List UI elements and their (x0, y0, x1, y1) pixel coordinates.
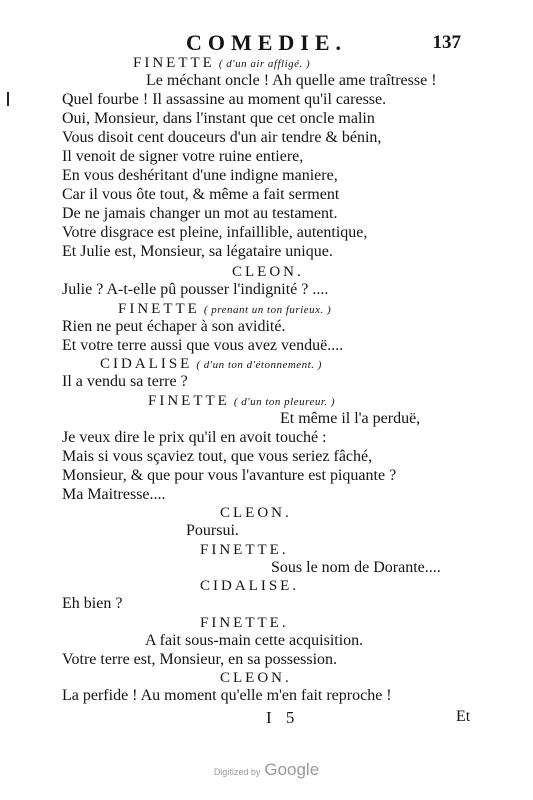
catchword: Et (456, 708, 471, 725)
margin-mark (7, 92, 9, 106)
verse-line: Poursui. (186, 522, 239, 539)
speaker-heading (200, 576, 299, 596)
verse-line: Et votre terre aussi que vous avez venduë.... (62, 337, 344, 354)
verse-line: Sous le nom de Dorante.... (271, 559, 441, 576)
watermark-logo: Google (264, 760, 320, 779)
speaker-heading (220, 668, 292, 688)
verse-line: La perfide ! Au moment qu'elle m'en fait reproche ! (62, 687, 392, 704)
verse-line: Monsieur, & que pour vous l'avanture est piquante ? (62, 467, 397, 484)
speaker-name: CLEON. (220, 670, 292, 686)
running-title: COMEDIE. (185, 30, 348, 55)
speaker-name: FINETTE (133, 55, 215, 71)
stage-direction: ( d'un ton d'étonnement. ) (196, 359, 322, 371)
verse-line: Et Julie est, Monsieur, sa légataire unique. (62, 243, 333, 260)
signature-mark: I 5 (266, 708, 300, 727)
stage-direction: ( d'un ton pleureur. ) (233, 396, 336, 408)
digitization-watermark (0, 760, 533, 780)
verse-line: Et même il l'a perduë, (280, 410, 421, 427)
verse-line: Le méchant oncle ! Ah quelle ame traîtresse ! (146, 72, 437, 89)
verse-line: Ma Maitresse.... (62, 486, 166, 503)
verse-line: Quel fourbe ! Il assassine au moment qu'il caresse. (62, 91, 387, 108)
verse-line: A fait sous-main cette acquisition. (145, 632, 364, 649)
verse-line: Votre disgrace est pleine, infaillible, autentique, (62, 224, 368, 241)
verse-line: Votre terre est, Monsieur, en sa possession. (62, 651, 338, 668)
speaker-heading (220, 503, 292, 523)
speaker-heading (232, 262, 304, 282)
speaker-name: FINETTE. (200, 542, 289, 558)
verse-line: Julie ? A-t-elle pû pousser l'indignité ? .... (62, 281, 329, 298)
verse-line: Il venoit de signer votre ruine entiere, (62, 148, 304, 165)
speaker-name: FINETTE (148, 393, 230, 409)
stage-direction: ( d'un air affligé. ) (218, 58, 311, 70)
verse-line: Rien ne peut échaper à son avidité. (62, 318, 286, 335)
page-number: 137 (432, 32, 461, 53)
verse-line: Car il vous ôte tout, & même a fait serment (62, 186, 340, 203)
verse-line: Il a vendu sa terre ? (62, 373, 188, 390)
verse-line: Je veux dire le prix qu'il en avoit touché : (62, 429, 327, 446)
verse-line: Mais si vous sçaviez tout, que vous seriez fâché, (62, 448, 373, 465)
speaker-name: CIDALISE (100, 356, 193, 372)
watermark-prefix: Digitized by (213, 767, 261, 777)
verse-line: Eh bien ? (62, 595, 123, 612)
speaker-name: FINETTE. (200, 615, 289, 631)
verse-line: De ne jamais changer un mot au testament. (62, 205, 338, 222)
stage-direction: ( prenant un ton furieux. ) (203, 304, 332, 316)
speaker-name: CIDALISE. (200, 578, 300, 594)
speaker-name: CLEON. (232, 264, 304, 280)
speaker-name: FINETTE (118, 301, 200, 317)
speaker-heading (200, 540, 289, 560)
verse-line: Vous disoit cent douceurs d'un air tendre & bénin, (62, 129, 382, 146)
speaker-name: CLEON. (220, 505, 292, 521)
speaker-heading (200, 613, 289, 633)
verse-line: En vous deshéritant d'une indigne maniere, (62, 167, 338, 184)
verse-line: Oui, Monsieur, dans l'instant que cet oncle malin (62, 110, 375, 127)
